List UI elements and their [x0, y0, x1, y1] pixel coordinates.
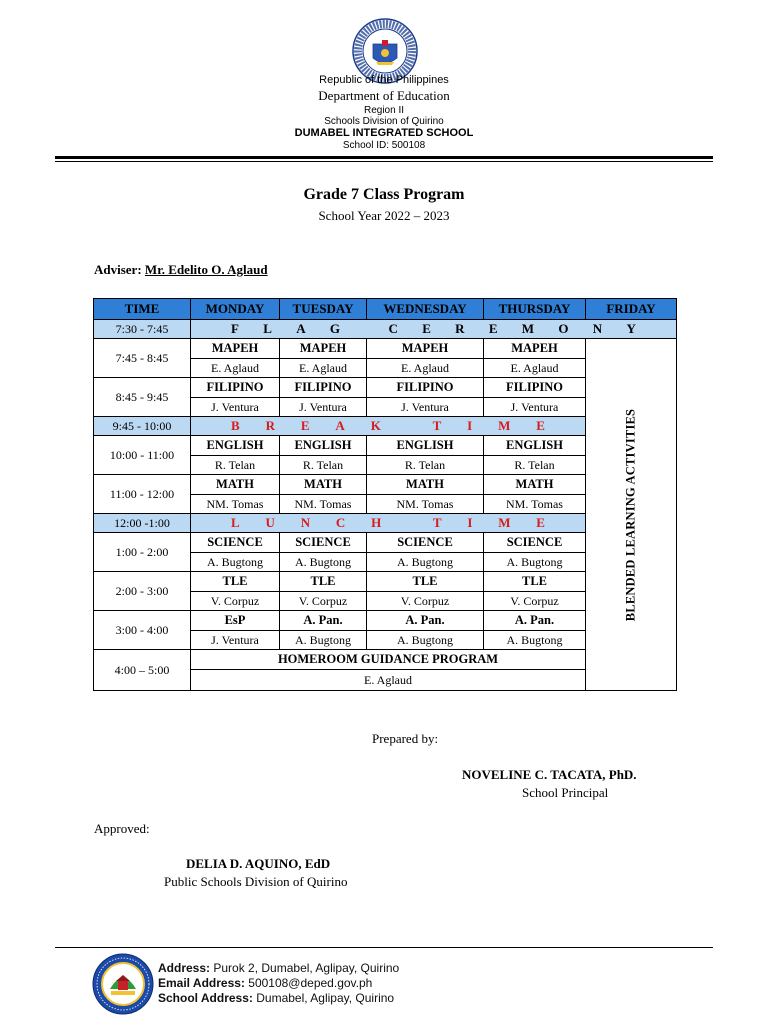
band-letter: G — [329, 321, 340, 336]
sds-title: Public Schools Division of Quirino — [164, 874, 348, 889]
approved-label: Approved: — [94, 821, 150, 836]
footer-school-address-label: School Address: — [158, 991, 253, 1005]
subject-cell: FILIPINO — [367, 378, 484, 398]
adviser-line — [94, 262, 268, 278]
header-tuesday: TUESDAY — [280, 299, 367, 320]
band-letter: K — [370, 418, 381, 433]
subject-cell: ENGLISH — [280, 436, 367, 456]
teacher-cell: E. Aglaud — [484, 359, 586, 378]
header-region: Region II — [363, 105, 405, 116]
page-title: Grade 7 Class Program — [303, 186, 465, 203]
time-cell: 10:00 - 11:00 — [94, 436, 191, 475]
homeroom-teacher-cell: E. Aglaud — [191, 670, 586, 691]
band-letter: T — [432, 418, 442, 433]
band-letter: B — [231, 418, 240, 433]
teacher-cell: R. Telan — [280, 456, 367, 475]
subject-cell: MAPEH — [191, 339, 280, 359]
teacher-cell: J. Ventura — [191, 631, 280, 650]
time-cell: 7:45 - 8:45 — [94, 339, 191, 378]
band-letter: O — [558, 321, 569, 336]
band-letter: H — [371, 515, 382, 530]
blended-learning-cell — [586, 339, 677, 691]
subject-cell: MATH — [280, 475, 367, 495]
header-divider-thin — [55, 161, 713, 162]
subject-cell: TLE — [367, 572, 484, 592]
band-letter: M — [521, 321, 535, 336]
teacher-cell: NM. Tomas — [367, 495, 484, 514]
teacher-cell: A. Bugtong — [484, 553, 586, 572]
time-cell: 4:00 – 5:00 — [94, 650, 191, 691]
principal-title: School Principal — [522, 785, 609, 800]
lunch-time-band — [191, 514, 586, 533]
band-letter: I — [467, 515, 473, 530]
teacher-cell: J. Ventura — [484, 398, 586, 417]
footer-divider — [55, 947, 713, 948]
subject-cell: SCIENCE — [191, 533, 280, 553]
footer-school-address — [158, 991, 394, 1005]
teacher-cell: NM. Tomas — [484, 495, 586, 514]
table-header-row — [94, 299, 677, 320]
band-letter: C — [335, 515, 346, 530]
teacher-cell: R. Telan — [484, 456, 586, 475]
subject-cell: MATH — [191, 475, 280, 495]
lunch-time-letters — [191, 515, 585, 531]
subject-cell: TLE — [191, 572, 280, 592]
time-cell: 7:30 - 7:45 — [94, 320, 191, 339]
break-time-band — [191, 417, 586, 436]
subject-cell: ENGLISH — [191, 436, 280, 456]
header-time: TIME — [94, 299, 191, 320]
teacher-cell: NM. Tomas — [191, 495, 280, 514]
footer-email-value[interactable]: 500108@deped.gov.ph — [248, 976, 373, 990]
footer-address — [158, 961, 399, 975]
band-letter: M — [498, 515, 511, 530]
footer-address-label: Address: — [158, 961, 211, 975]
teacher-cell: V. Corpuz — [191, 592, 280, 611]
band-letter: E — [488, 321, 498, 336]
time-cell: 9:45 - 10:00 — [94, 417, 191, 436]
subject-cell: A. Pan. — [484, 611, 586, 631]
principal-name: NOVELINE C. TACATA, PhD. — [462, 767, 637, 782]
subject-cell: TLE — [280, 572, 367, 592]
time-cell: 3:00 - 4:00 — [94, 611, 191, 650]
sds-name: DELIA D. AQUINO, EdD — [186, 856, 331, 871]
footer-email — [158, 976, 372, 990]
teacher-cell: A. Bugtong — [280, 553, 367, 572]
adviser-label: Adviser: — [94, 262, 145, 277]
flag-ceremony-band — [191, 320, 677, 339]
teacher-cell: R. Telan — [191, 456, 280, 475]
subject-cell: ENGLISH — [367, 436, 484, 456]
time-cell: 12:00 -1:00 — [94, 514, 191, 533]
teacher-cell: V. Corpuz — [367, 592, 484, 611]
footer-email-label: Email Address: — [158, 976, 245, 990]
subject-cell: SCIENCE — [280, 533, 367, 553]
band-letter: L — [263, 321, 272, 336]
class-program-table — [93, 298, 677, 691]
band-letter: E — [536, 418, 545, 433]
subject-cell: MATH — [484, 475, 586, 495]
teacher-cell: E. Aglaud — [367, 359, 484, 378]
header-monday: MONDAY — [191, 299, 280, 320]
footer-address-value: Purok 2, Dumabel, Aglipay, Quirino — [213, 961, 400, 975]
subject-cell: EsP — [191, 611, 280, 631]
header-school-name: DUMABEL INTEGRATED SCHOOL — [294, 127, 474, 139]
flag-ceremony-row — [94, 320, 677, 339]
teacher-cell: A. Bugtong — [280, 631, 367, 650]
subject-cell: ENGLISH — [484, 436, 586, 456]
subject-cell: FILIPINO — [280, 378, 367, 398]
footer-school-address-value: Dumabel, Aglipay, Quirino — [256, 991, 395, 1005]
teacher-cell: V. Corpuz — [484, 592, 586, 611]
break-time-letters — [191, 418, 585, 434]
subject-cell: MAPEH — [280, 339, 367, 359]
teacher-cell: J. Ventura — [191, 398, 280, 417]
homeroom-program-cell: HOMEROOM GUIDANCE PROGRAM — [191, 650, 586, 670]
band-letter: E — [536, 515, 545, 530]
teacher-cell: E. Aglaud — [191, 359, 280, 378]
subject-cell: TLE — [484, 572, 586, 592]
subject-cell: MATH — [367, 475, 484, 495]
header-thursday: THURSDAY — [484, 299, 586, 320]
time-cell: 11:00 - 12:00 — [94, 475, 191, 514]
adviser-name: Mr. Edelito O. Aglaud — [144, 262, 268, 277]
header-department: Department of Education — [318, 88, 450, 103]
band-letter: N — [300, 515, 311, 530]
band-letter: E — [422, 321, 431, 336]
school-seal-logo — [92, 953, 154, 1015]
teacher-cell: V. Corpuz — [280, 592, 367, 611]
teacher-cell: A. Bugtong — [191, 553, 280, 572]
band-letter: C — [388, 321, 398, 336]
band-letter: L — [231, 515, 240, 530]
band-letter: F — [231, 321, 239, 336]
subject-cell: FILIPINO — [191, 378, 280, 398]
teacher-cell: R. Telan — [367, 456, 484, 475]
band-letter: T — [432, 515, 442, 530]
teacher-cell: J. Ventura — [280, 398, 367, 417]
band-letter: R — [265, 418, 275, 433]
band-letter: M — [498, 418, 511, 433]
teacher-cell: A. Bugtong — [367, 631, 484, 650]
header-republic: Republic of the Philippines — [319, 74, 449, 86]
band-letter: A — [335, 418, 345, 433]
subject-cell: A. Pan. — [367, 611, 484, 631]
band-letter: U — [265, 515, 275, 530]
flag-ceremony-letters — [191, 321, 676, 337]
band-letter: E — [300, 418, 310, 433]
blended-learning-label: BLENDED LEARNING ACTIVITIES — [623, 408, 638, 621]
time-cell: 8:45 - 9:45 — [94, 378, 191, 417]
teacher-cell: NM. Tomas — [280, 495, 367, 514]
teacher-cell: A. Bugtong — [367, 553, 484, 572]
header-wednesday: WEDNESDAY — [367, 299, 484, 320]
header-divider-thick — [55, 156, 713, 159]
subject-cell: MAPEH — [484, 339, 586, 359]
subject-cell: MAPEH — [367, 339, 484, 359]
band-letter: N — [592, 321, 603, 336]
teacher-cell: E. Aglaud — [280, 359, 367, 378]
subject-cell: FILIPINO — [484, 378, 586, 398]
header-friday: FRIDAY — [586, 299, 677, 320]
band-letter: I — [467, 418, 473, 433]
prepared-by-label: Prepared by: — [372, 731, 439, 746]
band-letter: Y — [626, 321, 636, 336]
time-cell: 2:00 - 3:00 — [94, 572, 191, 611]
subject-cell: SCIENCE — [367, 533, 484, 553]
band-letter: R — [455, 321, 465, 336]
subject-cell: A. Pan. — [280, 611, 367, 631]
school-year: School Year 2022 – 2023 — [318, 208, 450, 223]
band-letter: A — [296, 321, 306, 336]
teacher-cell: A. Bugtong — [484, 631, 586, 650]
teacher-cell: J. Ventura — [367, 398, 484, 417]
subject-cell: SCIENCE — [484, 533, 586, 553]
header-division: Schools Division of Quirino — [324, 116, 444, 127]
table-row — [94, 339, 677, 359]
header-school-id: School ID: 500108 — [342, 140, 426, 151]
time-cell: 1:00 - 2:00 — [94, 533, 191, 572]
